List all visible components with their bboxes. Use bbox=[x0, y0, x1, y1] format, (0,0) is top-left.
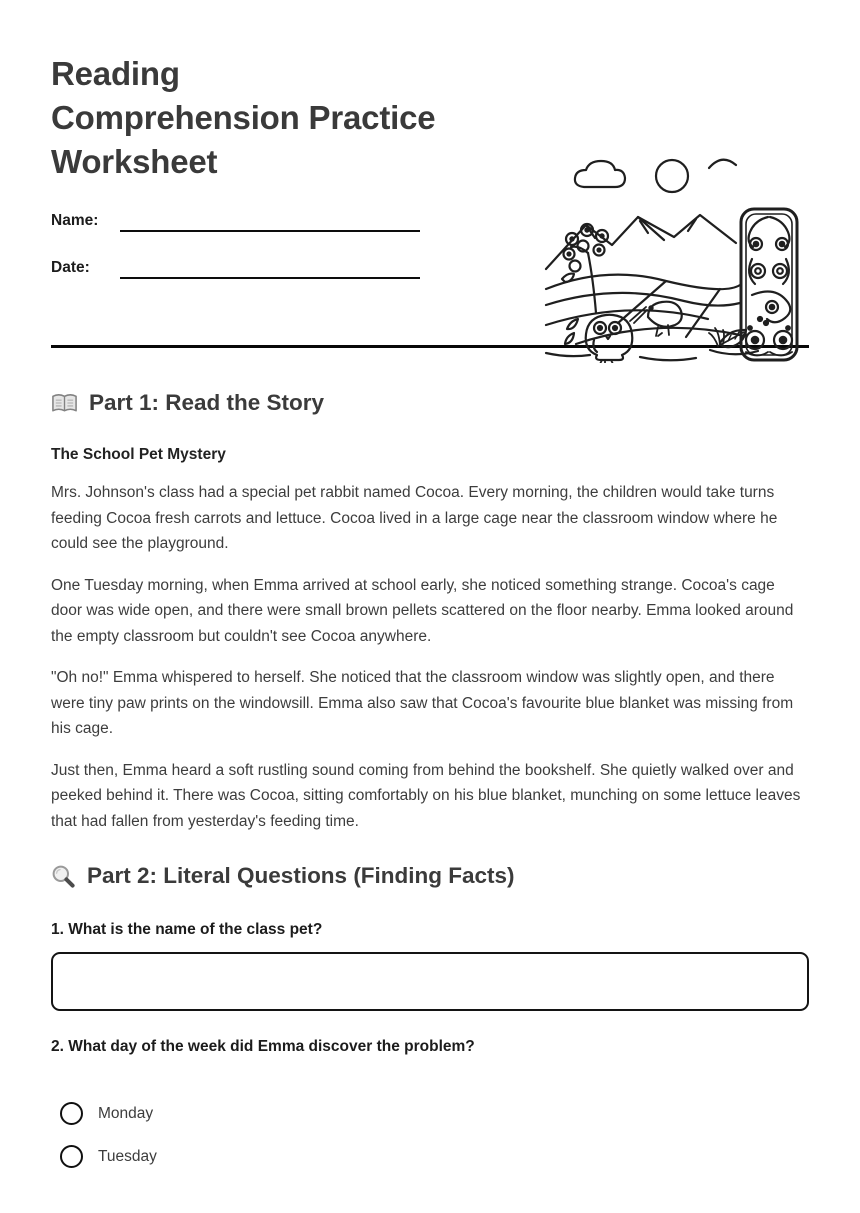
page-title-line-1: Reading bbox=[51, 55, 180, 92]
radio-button-icon[interactable] bbox=[60, 1145, 83, 1168]
story-paragraph-4: Just then, Emma heard a soft rustling sound coming from behind the bookshelf. She quietly walked over and peeked behind it. There was Cocoa, sitting comfortably on his blue blanket, munching on some lettuce leaves that had fallen from yesterday's feeding time. bbox=[51, 761, 801, 830]
question-2-options bbox=[51, 1100, 809, 1170]
magnifying-glass-icon bbox=[51, 864, 76, 889]
date-label: Date: bbox=[51, 259, 90, 276]
story-paragraph-3: "Oh no!" Emma whispered to herself. She noticed that the classroom window was slightly open, and there were tiny paw prints on the windowsill. Emma also saw that Cocoa's favourite blue blanket was missing from his cage. bbox=[51, 669, 794, 737]
radio-option-label: Monday bbox=[98, 1104, 154, 1122]
worksheet-header bbox=[51, 52, 809, 279]
story-paragraph-1: Mrs. Johnson's class had a special pet rabbit named Cocoa. Every morning, the children would take turns feeding Cocoa fresh carrots and lettuce. Cocoa lived in a large cage near the classroom window where he could see the playground. bbox=[51, 484, 778, 552]
page-title-line-2: Comprehension Practice bbox=[51, 99, 436, 136]
part1-heading bbox=[51, 388, 809, 418]
sun-icon bbox=[656, 160, 688, 192]
page-title-line-3: Worksheet bbox=[51, 143, 218, 180]
question-2 bbox=[51, 1037, 809, 1170]
arc-cloud-icon bbox=[709, 160, 736, 168]
story-title: The School Pet Mystery bbox=[51, 446, 226, 463]
header-illustration bbox=[544, 147, 802, 363]
part2-heading-text: Part 2: Literal Questions (Finding Facts) bbox=[87, 863, 515, 888]
cloud-icon bbox=[575, 161, 625, 187]
radio-option-label: Tuesday bbox=[98, 1147, 157, 1165]
carved-pou-icon bbox=[741, 209, 797, 360]
part2-section bbox=[51, 861, 809, 1170]
part2-heading bbox=[51, 861, 809, 891]
radio-option-monday[interactable] bbox=[60, 1100, 809, 1127]
part1-heading-text: Part 1: Read the Story bbox=[89, 390, 325, 415]
part1-section bbox=[51, 388, 809, 834]
worksheet-page bbox=[0, 52, 860, 1213]
question-2-label: 2. What day of the week did Emma discover the problem? bbox=[51, 1038, 475, 1055]
question-1-answer-input[interactable] bbox=[51, 952, 809, 1011]
open-book-icon bbox=[51, 392, 78, 415]
question-1 bbox=[51, 920, 809, 1011]
name-input[interactable] bbox=[120, 210, 420, 232]
radio-button-icon[interactable] bbox=[60, 1102, 83, 1125]
date-input[interactable] bbox=[120, 257, 420, 279]
name-label: Name: bbox=[51, 212, 99, 229]
radio-option-tuesday[interactable] bbox=[60, 1143, 809, 1170]
story-paragraph-2: One Tuesday morning, when Emma arrived at school early, she noticed something strange. Cocoa's cage door was wide open, and there were small brown pellets scattered on the floor nearby. Emma looked around the empty classroom but couldn't see Cocoa anywhere. bbox=[51, 576, 794, 645]
question-1-label: 1. What is the name of the class pet? bbox=[51, 921, 323, 938]
